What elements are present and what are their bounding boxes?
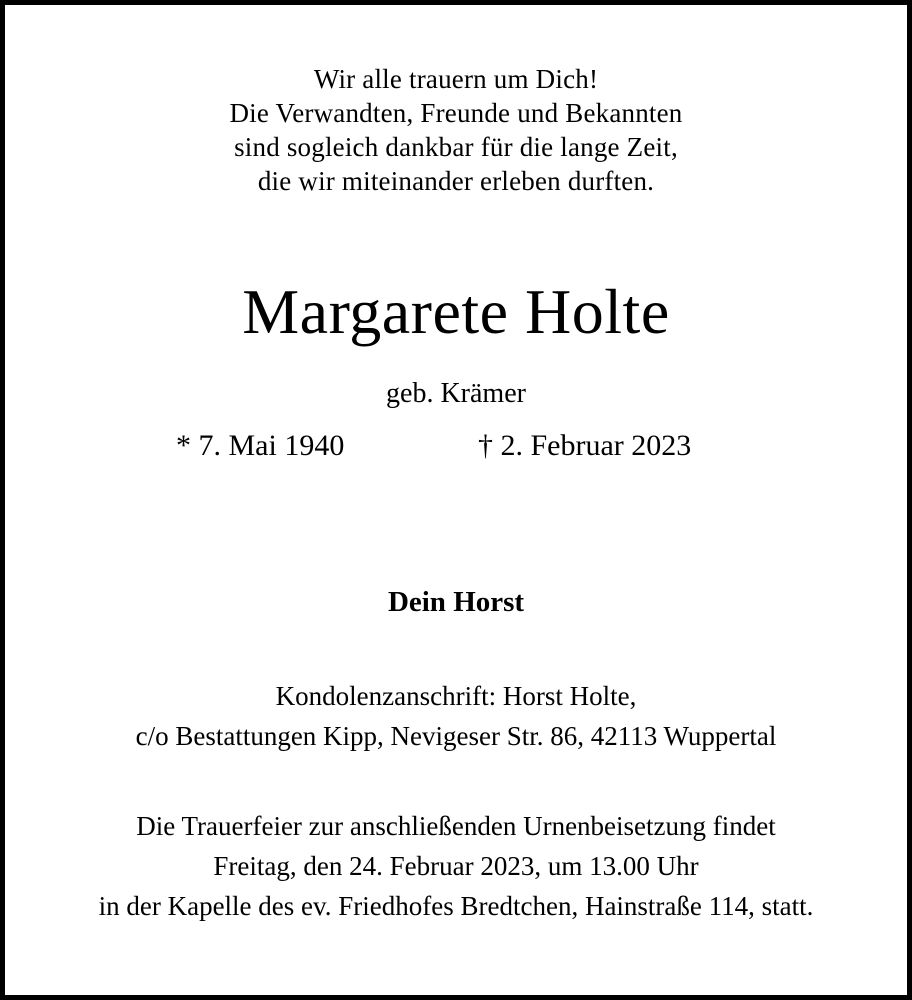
intro-line: sind sogleich dankbar für die lange Zeit, (234, 132, 678, 162)
funeral-service-info (0, 806, 912, 926)
intro-line: Die Verwandten, Freunde und Bekannten (229, 98, 683, 128)
service-line: Die Trauerfeier zur anschließenden Urnenbeisetzung findet (136, 811, 776, 841)
birth-date: * 7. Mai 1940 (176, 429, 345, 462)
intro-line: die wir miteinander erleben durften. (257, 166, 655, 196)
service-line: Freitag, den 24. Februar 2023, um 13.00 Uhr (213, 851, 699, 881)
intro-line: Wir alle trauern um Dich! (313, 64, 599, 94)
condolence-line: c/o Bestattungen Kipp, Nevigeser Str. 86, 42113 Wuppertal (135, 721, 777, 751)
maiden-name: geb. Krämer (386, 378, 526, 409)
death-date: † 2. Februar 2023 (478, 429, 692, 462)
deceased-name: Margarete Holte (242, 276, 670, 347)
intro-text (0, 62, 912, 198)
condolence-line: Kondolenzanschrift: Horst Holte, (275, 681, 637, 711)
service-line: in der Kapelle des ev. Friedhofes Bredtchen, Hainstraße 114, statt. (98, 891, 814, 921)
condolence-address (0, 676, 912, 756)
signer-name: Dein Horst (387, 586, 525, 618)
